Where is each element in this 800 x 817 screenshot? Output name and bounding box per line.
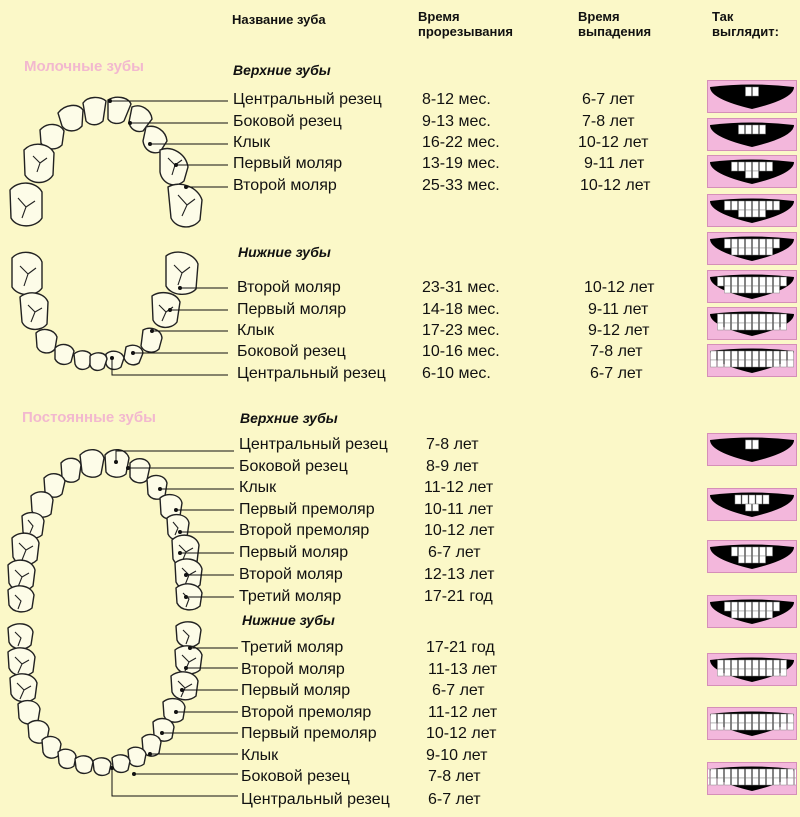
perm-upper-erupt-8: 17-21 год [424, 588, 493, 605]
perm-lower-erupt-2: 11-13 лет [428, 661, 498, 678]
perm-upper-erupt-7: 12-13 лет [424, 566, 495, 583]
tooth [90, 353, 107, 371]
perm-lower-erupt-1: 17-21 год [426, 639, 495, 656]
tooth [83, 97, 106, 124]
mouth-thumbnail [707, 80, 797, 113]
milk-lower-fall-3: 9-12 лет [588, 322, 650, 339]
milk-upper-name-5: Второй моляр [233, 177, 337, 194]
tooth [80, 450, 104, 478]
perm-upper-name-4: Первый премоляр [239, 501, 375, 518]
perm-upper-name-7: Второй моляр [239, 566, 343, 583]
perm-upper-name-8: Третий моляр [239, 588, 342, 605]
tooth [36, 330, 57, 353]
perm-lower-name-4: Второй премоляр [241, 704, 372, 721]
header-fallout-line1: Время [578, 9, 620, 24]
header-fallout-line2: выпадения [578, 24, 652, 39]
tooth [10, 674, 37, 702]
milk-lower-erupt-5: 6-10 мес. [422, 365, 491, 382]
permanent-lower-jaw-diagram [8, 622, 238, 796]
mouth-thumbnail [707, 488, 797, 521]
milk-lower-erupt-1: 23-31 мес. [422, 279, 500, 296]
header-looks-line1: Так [712, 9, 734, 24]
milk-lower-erupt-3: 17-23 мес. [422, 322, 500, 339]
milk-upper-fall-5: 10-12 лет [580, 177, 651, 194]
perm-upper-name-1: Центральный резец [239, 436, 388, 453]
tooth [55, 344, 74, 364]
tooth [93, 758, 111, 776]
tooth [8, 586, 34, 612]
milk-upper-fall-4: 9-11 лет [584, 155, 645, 172]
perm-upper-name-3: Клык [239, 479, 277, 496]
mouth-thumbnail [707, 118, 797, 151]
milk-upper-name-3: Клык [233, 134, 271, 151]
mouth-thumbnail [707, 595, 797, 628]
permanent-upper-jaw-diagram [8, 450, 234, 612]
perm-lower-erupt-4: 11-12 лет [428, 704, 498, 721]
header-eruption-line1: Время [418, 9, 460, 24]
mouth-thumbnail [707, 232, 797, 265]
tooth [175, 646, 202, 674]
milk-lower-name-3: Клык [237, 322, 275, 339]
tooth [8, 624, 33, 649]
perm-upper-erupt-1: 7-8 лет [426, 436, 479, 453]
mouth-thumbnail [707, 762, 797, 795]
tooth [176, 622, 201, 647]
perm-lower-name-5: Первый премоляр [241, 725, 377, 742]
milk-upper-fall-2: 7-8 лет [582, 113, 635, 130]
tooth [112, 755, 130, 773]
milk-lower-fall-5: 6-7 лет [590, 365, 643, 382]
header-eruption-line2: прорезывания [418, 24, 513, 39]
milk-upper-name-4: Первый моляр [233, 155, 343, 172]
milk-upper-erupt-2: 9-13 мес. [422, 113, 491, 130]
perm-lower-name-7: Боковой резец [241, 768, 350, 785]
perm-lower-erupt-8: 6-7 лет [428, 791, 481, 808]
tooth [171, 672, 198, 700]
mouth-thumbnail [707, 433, 797, 466]
mouth-thumbnail [707, 155, 797, 188]
header-looks-line2: выглядит: [712, 24, 779, 39]
milk-lower-erupt-2: 14-18 мес. [422, 301, 500, 318]
perm-lower-name-2: Второй моляр [241, 661, 345, 678]
milk-upper-fall-3: 10-12 лет [578, 134, 649, 151]
milk-lower-name-5: Центральный резец [237, 365, 386, 382]
milk-upper-erupt-4: 13-19 мес. [422, 155, 500, 172]
milk-upper-erupt-3: 16-22 мес. [422, 134, 500, 151]
milk-lower-fall-1: 10-12 лет [584, 279, 655, 296]
perm-upper-name-2: Боковой резец [239, 458, 348, 475]
perm-lower-name-8: Центральный резец [241, 791, 390, 808]
permanent-upper-title: Верхние зубы [240, 410, 338, 426]
mouth-thumbnail [707, 707, 797, 740]
mouth-thumbnail [707, 270, 797, 303]
milk-lower-name-2: Первый моляр [237, 301, 347, 318]
perm-lower-erupt-5: 10-12 лет [426, 725, 497, 742]
perm-lower-erupt-3: 6-7 лет [432, 682, 485, 699]
milk-lower-name-4: Боковой резец [237, 343, 346, 360]
tooth [10, 183, 42, 226]
tooth [75, 756, 93, 774]
tooth [106, 351, 124, 369]
milk-teeth-title: Молочные зубы [24, 58, 144, 75]
header-tooth-name: Название зуба [232, 12, 326, 27]
mouth-thumbnail [707, 653, 797, 686]
mouth-thumbnail [707, 344, 797, 377]
perm-upper-name-6: Первый моляр [239, 544, 349, 561]
milk-lower-fall-2: 9-11 лет [588, 301, 649, 318]
milk-upper-name-1: Центральный резец [233, 91, 382, 108]
tooth [24, 144, 54, 182]
milk-lower-title: Нижние зубы [238, 244, 331, 260]
tooth [58, 749, 76, 768]
permanent-teeth-title: Постоянные зубы [22, 409, 156, 426]
milk-lower-fall-4: 7-8 лет [590, 343, 643, 360]
perm-upper-erupt-5: 10-12 лет [424, 522, 495, 539]
perm-upper-erupt-4: 10-11 лет [424, 501, 494, 518]
milk-upper-name-2: Боковой резец [233, 113, 342, 130]
milk-upper-fall-1: 6-7 лет [582, 91, 635, 108]
perm-lower-erupt-6: 9-10 лет [426, 747, 488, 764]
mouth-thumbnail [707, 540, 797, 573]
milk-upper-erupt-1: 8-12 мес. [422, 91, 491, 108]
perm-lower-name-1: Третий моляр [241, 639, 344, 656]
perm-upper-erupt-3: 11-12 лет [424, 479, 494, 496]
perm-lower-name-6: Клык [241, 747, 279, 764]
milk-lower-jaw-diagram [12, 252, 228, 375]
milk-lower-erupt-4: 10-16 мес. [422, 343, 500, 360]
perm-upper-erupt-6: 6-7 лет [428, 544, 481, 561]
tooth [168, 184, 202, 227]
milk-lower-name-1: Второй моляр [237, 279, 341, 296]
perm-lower-erupt-7: 7-8 лет [428, 768, 481, 785]
perm-upper-name-5: Второй премоляр [239, 522, 370, 539]
tooth [128, 747, 146, 766]
tooth [124, 345, 143, 365]
tooth [8, 648, 35, 676]
perm-lower-name-3: Первый моляр [241, 682, 351, 699]
mouth-thumbnail [707, 194, 797, 227]
permanent-lower-title: Нижние зубы [242, 612, 335, 628]
mouth-thumbnail [707, 307, 797, 340]
milk-upper-jaw-diagram [10, 97, 228, 227]
milk-upper-erupt-5: 25-33 мес. [422, 177, 500, 194]
perm-upper-erupt-2: 8-9 лет [426, 458, 479, 475]
milk-upper-title: Верхние зубы [233, 62, 331, 78]
